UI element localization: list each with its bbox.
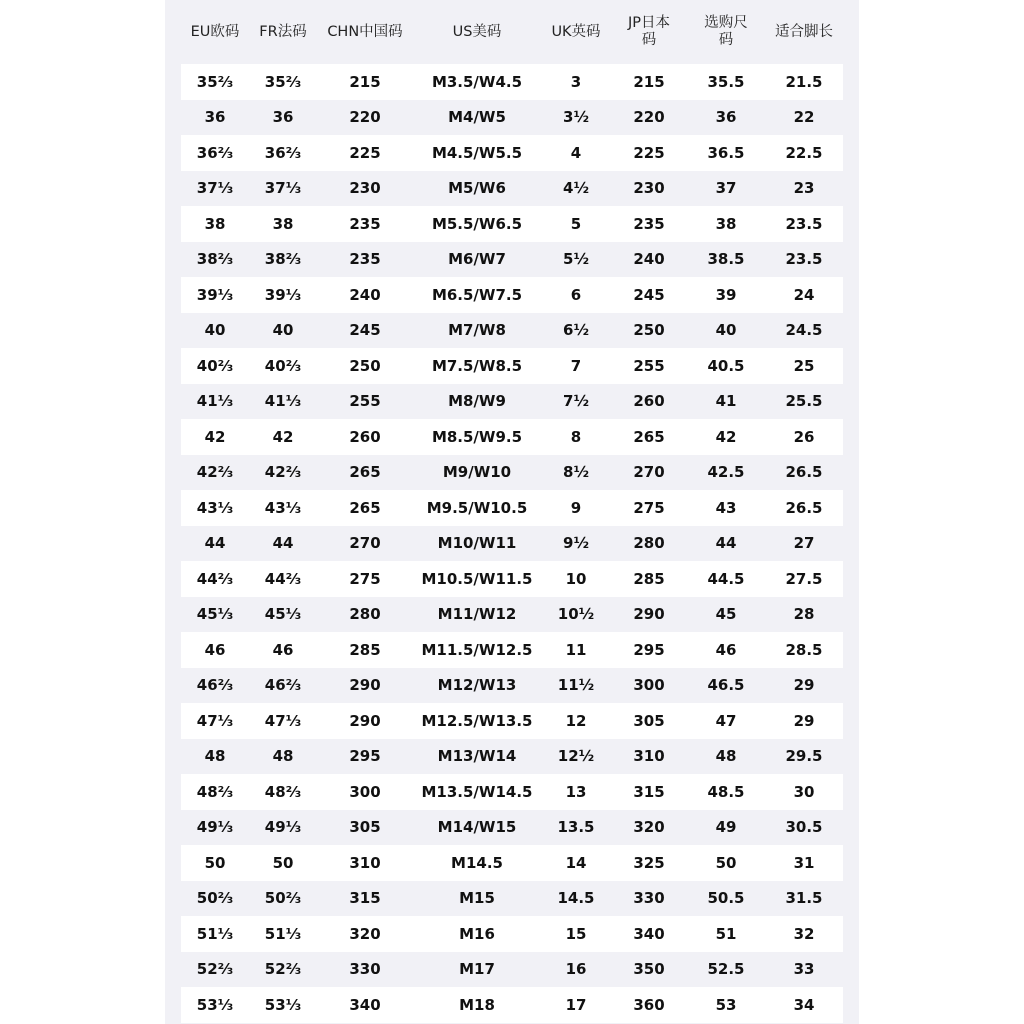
cell-chn: 300 <box>349 782 381 801</box>
cell-foot-length: 29 <box>793 676 815 695</box>
table-row <box>181 952 843 988</box>
cell-fr: 46 <box>272 640 294 659</box>
table-row <box>181 206 843 242</box>
cell-fr: 48⅔ <box>264 782 302 801</box>
table-row <box>181 277 843 313</box>
cell-foot-length: 31 <box>793 853 815 872</box>
cell-eu: 39⅓ <box>196 285 234 304</box>
cell-purchase-size: 40 <box>715 321 737 340</box>
table-row <box>181 597 843 633</box>
cell-uk: 12 <box>565 711 587 730</box>
header-us: US美码 <box>452 23 502 40</box>
cell-chn: 340 <box>349 995 381 1014</box>
cell-chn: 285 <box>349 640 381 659</box>
cell-jp: 275 <box>633 498 665 517</box>
cell-us: M18 <box>459 995 495 1014</box>
cell-purchase-size: 46.5 <box>707 676 745 695</box>
cell-uk: 13.5 <box>557 818 595 837</box>
cell-purchase-size: 46 <box>715 640 737 659</box>
cell-us: M4/W5 <box>448 108 506 127</box>
cell-uk: 15 <box>565 924 587 943</box>
cell-foot-length: 29.5 <box>785 747 823 766</box>
cell-foot-length: 24.5 <box>785 321 823 340</box>
cell-eu: 50⅔ <box>196 889 234 908</box>
cell-uk: 5 <box>570 214 582 233</box>
cell-uk: 13 <box>565 782 587 801</box>
cell-purchase-size: 48 <box>715 747 737 766</box>
cell-purchase-size: 36.5 <box>707 143 745 162</box>
cell-eu: 48⅔ <box>196 782 234 801</box>
cell-fr: 43⅓ <box>264 498 302 517</box>
cell-purchase-size: 39 <box>715 285 737 304</box>
cell-chn: 295 <box>349 747 381 766</box>
cell-uk: 7 <box>570 356 582 375</box>
cell-foot-length: 31.5 <box>785 889 823 908</box>
cell-uk: 17 <box>565 995 587 1014</box>
cell-us: M14/W15 <box>437 818 517 837</box>
cell-us: M9/W10 <box>442 463 512 482</box>
cell-us: M7/W8 <box>448 321 506 340</box>
cell-jp: 305 <box>633 711 665 730</box>
cell-purchase-size: 42.5 <box>707 463 745 482</box>
cell-uk: 6 <box>570 285 582 304</box>
cell-eu: 44⅔ <box>196 569 234 588</box>
cell-fr: 39⅓ <box>264 285 302 304</box>
cell-eu: 43⅓ <box>196 498 234 517</box>
cell-eu: 35⅔ <box>196 72 234 91</box>
cell-chn: 255 <box>349 392 381 411</box>
cell-eu: 41⅓ <box>196 392 234 411</box>
header-foot-length: 适合脚长 <box>775 23 833 40</box>
cell-us: M13.5/W14.5 <box>421 782 533 801</box>
cell-foot-length: 32 <box>793 924 815 943</box>
cell-uk: 11 <box>565 640 587 659</box>
cell-uk: 7½ <box>563 392 589 411</box>
cell-purchase-size: 40.5 <box>707 356 745 375</box>
cell-uk: 9 <box>570 498 582 517</box>
cell-us: M12/W13 <box>437 676 517 695</box>
cell-jp: 230 <box>633 179 665 198</box>
cell-jp: 310 <box>633 747 665 766</box>
table-row <box>181 632 843 668</box>
cell-jp: 315 <box>633 782 665 801</box>
table-row <box>181 703 843 739</box>
cell-purchase-size: 50 <box>715 853 737 872</box>
header-purchase-size: 选购尺码 <box>704 15 748 48</box>
cell-us: M9.5/W10.5 <box>426 498 528 517</box>
cell-us: M4.5/W5.5 <box>431 143 523 162</box>
cell-jp: 360 <box>633 995 665 1014</box>
header-chn: CHN中国码 <box>327 23 403 40</box>
table-row <box>181 810 843 846</box>
cell-fr: 38 <box>272 214 294 233</box>
cell-chn: 265 <box>349 498 381 517</box>
cell-uk: 9½ <box>563 534 589 553</box>
cell-us: M5/W6 <box>448 179 506 198</box>
cell-chn: 265 <box>349 463 381 482</box>
cell-chn: 280 <box>349 605 381 624</box>
table-row <box>181 490 843 526</box>
cell-jp: 270 <box>633 463 665 482</box>
cell-foot-length: 23.5 <box>785 214 823 233</box>
cell-jp: 260 <box>633 392 665 411</box>
cell-us: M13/W14 <box>437 747 517 766</box>
cell-chn: 270 <box>349 534 381 553</box>
cell-chn: 310 <box>349 853 381 872</box>
cell-eu: 44 <box>204 534 226 553</box>
cell-fr: 46⅔ <box>264 676 302 695</box>
cell-us: M8.5/W9.5 <box>431 427 523 446</box>
cell-us: M11.5/W12.5 <box>421 640 533 659</box>
table-row <box>181 171 843 207</box>
cell-foot-length: 27.5 <box>785 569 823 588</box>
cell-foot-length: 21.5 <box>785 72 823 91</box>
cell-chn: 330 <box>349 960 381 979</box>
cell-purchase-size: 44.5 <box>707 569 745 588</box>
table-row <box>181 561 843 597</box>
cell-chn: 290 <box>349 676 381 695</box>
cell-us: M6/W7 <box>448 250 506 269</box>
cell-jp: 290 <box>633 605 665 624</box>
cell-eu: 42 <box>204 427 226 446</box>
table-row <box>181 64 843 100</box>
cell-fr: 42 <box>272 427 294 446</box>
cell-us: M17 <box>459 960 495 979</box>
table-row <box>181 668 843 704</box>
cell-eu: 45⅓ <box>196 605 234 624</box>
cell-foot-length: 29 <box>793 711 815 730</box>
header-eu: EU欧码 <box>190 23 240 40</box>
cell-purchase-size: 52.5 <box>707 960 745 979</box>
cell-jp: 235 <box>633 214 665 233</box>
cell-foot-length: 30 <box>793 782 815 801</box>
table-row <box>181 774 843 810</box>
cell-us: M16 <box>459 924 495 943</box>
cell-uk: 5½ <box>563 250 589 269</box>
table-row <box>181 526 843 562</box>
cell-chn: 320 <box>349 924 381 943</box>
cell-purchase-size: 49 <box>715 818 737 837</box>
cell-jp: 280 <box>633 534 665 553</box>
cell-jp: 330 <box>633 889 665 908</box>
table-row <box>181 739 843 775</box>
cell-us: M14.5 <box>451 853 503 872</box>
cell-uk: 6½ <box>563 321 589 340</box>
cell-eu: 40 <box>204 321 226 340</box>
table-row <box>181 881 843 917</box>
cell-foot-length: 26.5 <box>785 498 823 517</box>
cell-fr: 52⅔ <box>264 960 302 979</box>
cell-purchase-size: 38.5 <box>707 250 745 269</box>
cell-chn: 305 <box>349 818 381 837</box>
cell-fr: 41⅓ <box>264 392 302 411</box>
cell-eu: 40⅔ <box>196 356 234 375</box>
cell-us: M12.5/W13.5 <box>421 711 533 730</box>
cell-uk: 10 <box>565 569 587 588</box>
cell-purchase-size: 42 <box>715 427 737 446</box>
cell-chn: 290 <box>349 711 381 730</box>
table-row <box>181 384 843 420</box>
cell-fr: 36 <box>272 108 294 127</box>
cell-fr: 51⅓ <box>264 924 302 943</box>
cell-uk: 14 <box>565 853 587 872</box>
cell-jp: 215 <box>633 72 665 91</box>
cell-eu: 36⅔ <box>196 143 234 162</box>
cell-chn: 215 <box>349 72 381 91</box>
table-row <box>181 242 843 278</box>
cell-purchase-size: 36 <box>715 108 737 127</box>
cell-foot-length: 22 <box>793 108 815 127</box>
cell-foot-length: 25 <box>793 356 815 375</box>
table-header-row <box>181 0 843 64</box>
cell-eu: 53⅓ <box>196 995 234 1014</box>
cell-jp: 250 <box>633 321 665 340</box>
cell-jp: 295 <box>633 640 665 659</box>
cell-uk: 11½ <box>557 676 595 695</box>
cell-us: M7.5/W8.5 <box>431 356 523 375</box>
cell-purchase-size: 44 <box>715 534 737 553</box>
cell-uk: 14.5 <box>557 889 595 908</box>
cell-uk: 3½ <box>563 108 589 127</box>
cell-chn: 225 <box>349 143 381 162</box>
cell-fr: 50 <box>272 853 294 872</box>
cell-us: M5.5/W6.5 <box>431 214 523 233</box>
cell-fr: 49⅓ <box>264 818 302 837</box>
cell-foot-length: 25.5 <box>785 392 823 411</box>
cell-jp: 265 <box>633 427 665 446</box>
cell-purchase-size: 53 <box>715 995 737 1014</box>
cell-uk: 8 <box>570 427 582 446</box>
cell-fr: 37⅓ <box>264 179 302 198</box>
cell-purchase-size: 47 <box>715 711 737 730</box>
cell-jp: 245 <box>633 285 665 304</box>
cell-foot-length: 33 <box>793 960 815 979</box>
cell-foot-length: 23 <box>793 179 815 198</box>
table-row <box>181 455 843 491</box>
cell-foot-length: 23.5 <box>785 250 823 269</box>
cell-foot-length: 26 <box>793 427 815 446</box>
cell-eu: 51⅓ <box>196 924 234 943</box>
cell-us: M10/W11 <box>437 534 517 553</box>
table-row <box>181 135 843 171</box>
cell-uk: 4 <box>570 143 582 162</box>
cell-eu: 48 <box>204 747 226 766</box>
cell-chn: 250 <box>349 356 381 375</box>
cell-fr: 48 <box>272 747 294 766</box>
cell-eu: 50 <box>204 853 226 872</box>
cell-fr: 40⅔ <box>264 356 302 375</box>
cell-chn: 235 <box>349 250 381 269</box>
cell-fr: 35⅔ <box>264 72 302 91</box>
cell-fr: 36⅔ <box>264 143 302 162</box>
cell-us: M3.5/W4.5 <box>431 72 523 91</box>
table-row <box>181 419 843 455</box>
cell-uk: 16 <box>565 960 587 979</box>
cell-eu: 46 <box>204 640 226 659</box>
cell-chn: 260 <box>349 427 381 446</box>
cell-jp: 350 <box>633 960 665 979</box>
cell-jp: 300 <box>633 676 665 695</box>
cell-us: M6.5/W7.5 <box>431 285 523 304</box>
cell-uk: 12½ <box>557 747 595 766</box>
cell-foot-length: 22.5 <box>785 143 823 162</box>
cell-jp: 285 <box>633 569 665 588</box>
cell-uk: 8½ <box>563 463 589 482</box>
cell-purchase-size: 51 <box>715 924 737 943</box>
shoe-size-table <box>181 0 843 1023</box>
cell-purchase-size: 45 <box>715 605 737 624</box>
cell-chn: 315 <box>349 889 381 908</box>
header-fr: FR法码 <box>259 23 307 40</box>
cell-uk: 3 <box>570 72 582 91</box>
cell-chn: 245 <box>349 321 381 340</box>
cell-eu: 47⅓ <box>196 711 234 730</box>
cell-chn: 235 <box>349 214 381 233</box>
cell-eu: 36 <box>204 108 226 127</box>
cell-jp: 225 <box>633 143 665 162</box>
cell-fr: 45⅓ <box>264 605 302 624</box>
cell-eu: 49⅓ <box>196 818 234 837</box>
table-row <box>181 845 843 881</box>
cell-jp: 320 <box>633 818 665 837</box>
header-jp: JP日本码 <box>627 15 671 48</box>
cell-eu: 37⅓ <box>196 179 234 198</box>
cell-fr: 44 <box>272 534 294 553</box>
cell-purchase-size: 35.5 <box>707 72 745 91</box>
cell-eu: 38⅔ <box>196 250 234 269</box>
cell-foot-length: 26.5 <box>785 463 823 482</box>
cell-us: M10.5/W11.5 <box>421 569 533 588</box>
cell-chn: 220 <box>349 108 381 127</box>
cell-foot-length: 24 <box>793 285 815 304</box>
table-body <box>181 64 843 1023</box>
cell-eu: 42⅔ <box>196 463 234 482</box>
table-row <box>181 916 843 952</box>
cell-us: M15 <box>459 889 495 908</box>
cell-jp: 255 <box>633 356 665 375</box>
cell-eu: 52⅔ <box>196 960 234 979</box>
cell-chn: 230 <box>349 179 381 198</box>
cell-uk: 4½ <box>563 179 589 198</box>
cell-jp: 325 <box>633 853 665 872</box>
cell-foot-length: 28 <box>793 605 815 624</box>
cell-us: M8/W9 <box>448 392 506 411</box>
cell-chn: 240 <box>349 285 381 304</box>
cell-us: M11/W12 <box>437 605 517 624</box>
cell-purchase-size: 50.5 <box>707 889 745 908</box>
cell-uk: 10½ <box>557 605 595 624</box>
cell-fr: 53⅓ <box>264 995 302 1014</box>
cell-foot-length: 34 <box>793 995 815 1014</box>
cell-jp: 340 <box>633 924 665 943</box>
cell-fr: 40 <box>272 321 294 340</box>
cell-fr: 47⅓ <box>264 711 302 730</box>
table-row <box>181 987 843 1023</box>
cell-purchase-size: 38 <box>715 214 737 233</box>
table-row <box>181 100 843 136</box>
cell-fr: 50⅔ <box>264 889 302 908</box>
cell-foot-length: 30.5 <box>785 818 823 837</box>
cell-purchase-size: 41 <box>715 392 737 411</box>
cell-purchase-size: 48.5 <box>707 782 745 801</box>
table-row <box>181 313 843 349</box>
cell-fr: 38⅔ <box>264 250 302 269</box>
cell-fr: 42⅔ <box>264 463 302 482</box>
cell-purchase-size: 37 <box>715 179 737 198</box>
cell-foot-length: 28.5 <box>785 640 823 659</box>
header-uk: UK英码 <box>551 23 601 40</box>
cell-eu: 46⅔ <box>196 676 234 695</box>
cell-jp: 240 <box>633 250 665 269</box>
cell-eu: 38 <box>204 214 226 233</box>
cell-chn: 275 <box>349 569 381 588</box>
cell-purchase-size: 43 <box>715 498 737 517</box>
cell-jp: 220 <box>633 108 665 127</box>
cell-foot-length: 27 <box>793 534 815 553</box>
cell-fr: 44⅔ <box>264 569 302 588</box>
table-row <box>181 348 843 384</box>
